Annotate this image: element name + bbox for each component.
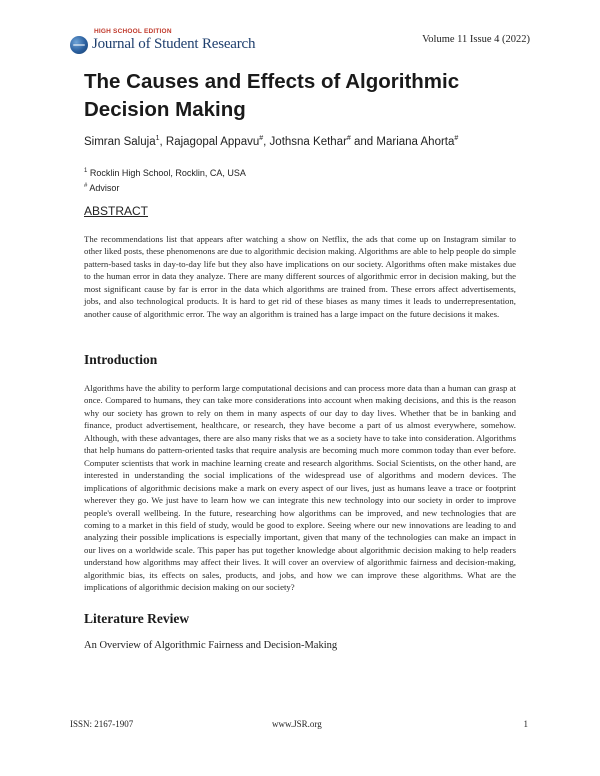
logo-journal-name: Journal of Student Research — [92, 36, 256, 52]
journal-logo — [70, 28, 256, 56]
author-list — [84, 135, 458, 148]
footer-website: www.JSR.org — [272, 719, 322, 729]
author-mark: 1 — [155, 135, 160, 142]
globe-icon — [70, 36, 88, 54]
affiliation-text: Advisor — [87, 183, 120, 193]
author-mark: # — [259, 135, 264, 142]
literature-review-subheading: An Overview of Algorithmic Fairness and Decision-Making — [84, 640, 338, 651]
author-name: Simran Saluja — [84, 135, 156, 148]
affiliation-mark: # — [84, 183, 88, 189]
author-name: Rajagopal Appavu — [165, 135, 260, 148]
affiliation-mark: 1 — [84, 168, 88, 174]
author-mark: # — [454, 135, 459, 142]
author-mark: # — [346, 135, 351, 142]
footer-issn: ISSN: 2167-1907 — [70, 719, 134, 729]
author-name: Jothsna Kethar — [269, 135, 347, 148]
author-conjunction: and — [350, 135, 377, 148]
affiliation-text: Rocklin High School, Rocklin, CA, USA — [87, 168, 246, 178]
paper-title: The Causes and Effects of Algorithmic Decision Making — [84, 70, 460, 121]
affiliation-line — [84, 180, 246, 195]
author-separator: , — [263, 135, 270, 148]
introduction-heading: Introduction — [84, 352, 158, 367]
author-name: Mariana Ahorta — [376, 135, 455, 148]
abstract-heading: ABSTRACT — [84, 204, 149, 218]
affiliations — [84, 165, 246, 195]
page-number: 1 — [523, 719, 528, 729]
literature-review-heading: Literature Review — [84, 611, 190, 626]
affiliation-line — [84, 165, 246, 180]
introduction-text: Algorithms have the ability to perform large computational decisions and can process more data than a human can grasp at once. Compared to humans, they can take more considerations into account when making decisions, and this is the reason why our society has grown to rely on them in many aspects of our day to day lives. Whether that be in banking and finance, product advertisement, healthcare, or research, they have become a part of us almost everywhere, somehow. Although, with these advantages, there are also many risks that we as a society have to take into consideration. Algorithms that help humans do pattern-oriented tasks that require analysis are becoming much more common today than ever before. Computer scientists that work in machine learning create and research algorithms. Social Scientists, on the other hand, are interested in understanding the social implications of the widespread use of algorithms and modern devices. The implications of algorithmic decisions make a mark on every aspect of our lives, just as humans leave a trace or footprint wherever they go. We just have to learn how we can integrate this new technology into our society in order to improve people's overall wellbeing. In the future, researching how algorithms can be improved, and new technologies that are coming to a market in this field of study, would be good to explore. Seeing where our new innovations are leading to and analyzing their possible implications is especially important, given that many of the technologies can make an impact in our lives on a worldwide scale. This paper has put together knowledge about algorithmic decision making to help readers understand how algorithms may affect their lives. It will cover an overview of algorithmic fairness and decision-making, algorithmic bias, its effects on sales, products, and jobs, and how we can improve these algorithms. What are the implications of algorithmic decision making on our society? — [84, 383, 516, 593]
abstract-text: The recommendations list that appears after watching a show on Netflix, the ads that come up on Instagram similar to other liked posts, these phenomenons are due to algorithmic decision making. Algorithms are able to help people do simple pattern-based tasks in day-to-day life but they also have implications on our society. Algorithms often make mistakes due to the human error in data they analyze. There are many different sources of algorithmic error in decision making, but the most significant cause by far is error in the data which algorithms are trained from. These errors affect advertisements, jobs, and also technological products. It is hard to get rid of these biases as many times it leads to underrepresentation, another cause of algorithmic error. The way an algorithm is trained has a large impact on the future decisions it makes. — [84, 234, 516, 319]
author-separator: , — [159, 135, 166, 148]
volume-issue: Volume 11 Issue 4 (2022) — [422, 34, 530, 45]
logo-edition-label: HIGH SCHOOL EDITION — [94, 28, 172, 35]
